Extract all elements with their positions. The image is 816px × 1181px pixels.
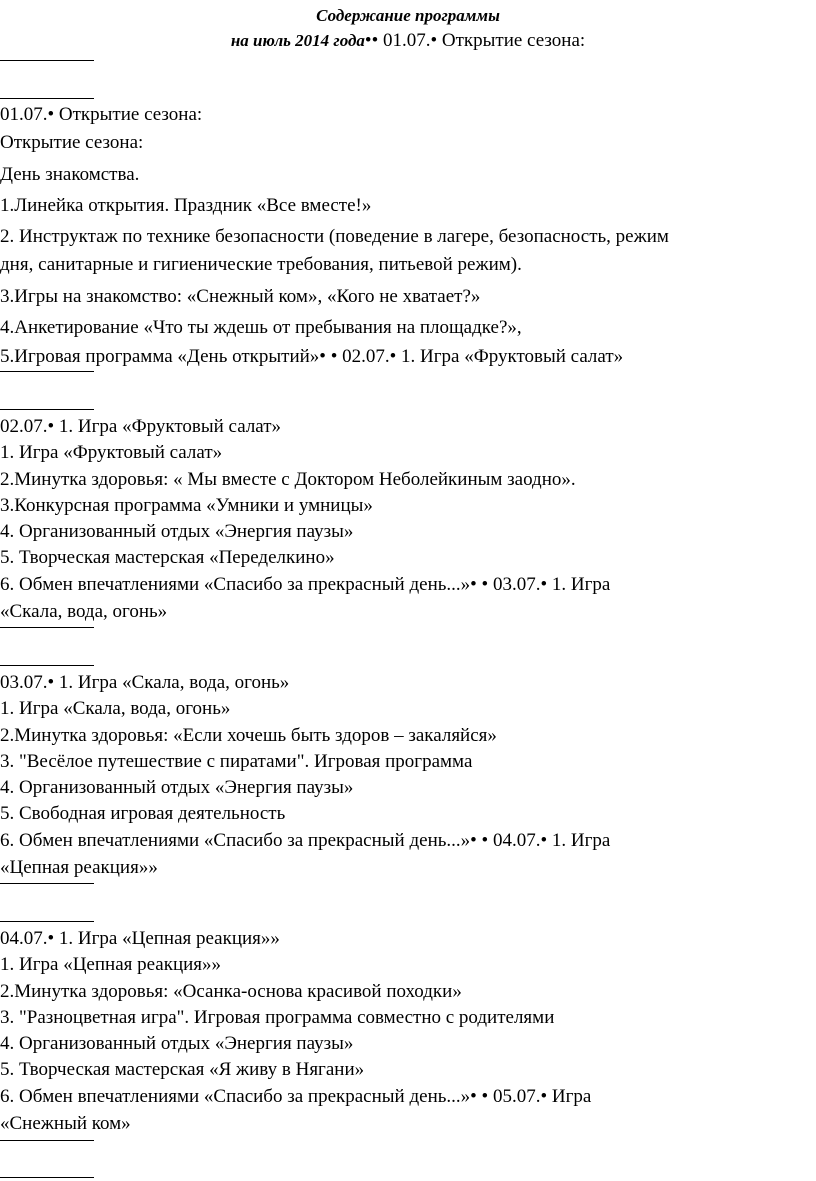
text-line: 02.07.• 1. Игра «Фруктовый салат» (0, 416, 282, 437)
section-divider (0, 627, 94, 628)
section-divider (0, 665, 94, 666)
text-line: 1.Линейка открытия. Праздник «Все вместе!» (0, 195, 372, 216)
text-line: День знакомства. (0, 164, 140, 185)
title-line-1: Содержание программы (316, 6, 500, 25)
text-line: 2.Минутка здоровья: « Мы вместе с Доктором Неболейкиным заодно». (0, 469, 576, 490)
text-line: 3. "Разноцветная игра". Игровая программа совместно с родителями (0, 1007, 555, 1028)
text-line: 5.Игровая программа «День открытий»• • 02.07.• 1. Игра «Фруктовый салат» (0, 346, 624, 367)
section-divider (0, 371, 94, 372)
text-line: 6. Обмен впечатлениями «Спасибо за прекрасный день...»• • 05.07.• Игра (0, 1086, 592, 1107)
text-line: 6. Обмен впечатлениями «Спасибо за прекрасный день...»• • 03.07.• 1. Игра (0, 574, 611, 595)
text-line: 3.Игры на знакомство: «Снежный ком», «Кого не хватает?» (0, 286, 481, 307)
text-line: 03.07.• 1. Игра «Скала, вода, огонь» (0, 672, 290, 693)
text-line: дня, санитарные и гигиенические требования, питьевой режим). (0, 254, 522, 275)
text-line: 1. Игра «Скала, вода, огонь» (0, 698, 231, 719)
title-month: на июль 2014 года (230, 31, 365, 50)
text-line: 04.07.• 1. Игра «Цепная реакция»» (0, 928, 280, 949)
text-line: «Снежный ком» (0, 1113, 131, 1134)
section-divider (0, 409, 94, 410)
text-line: 4.Анкетирование «Что ты ждешь от пребывания на площадке?», (0, 317, 522, 338)
text-line: 5. Творческая мастерская «Я живу в Нягани» (0, 1059, 365, 1080)
text-line: 3.Конкурсная программа «Умники и умницы» (0, 495, 373, 516)
text-line: 2.Минутка здоровья: «Если хочешь быть здоров – закаляйся» (0, 725, 497, 746)
title-line-2 (0, 31, 816, 51)
text-line: «Скала, вода, огонь» (0, 601, 168, 622)
text-line: 2. Инструктаж по технике безопасности (поведение в лагере, безопасность, режим (0, 226, 669, 247)
section-divider (0, 883, 94, 884)
text-line: 5. Свободная игровая деятельность (0, 803, 286, 824)
text-line: 01.07.• Открытие сезона: (0, 104, 203, 125)
text-line: 5. Творческая мастерская «Переделкино» (0, 547, 335, 568)
text-line: 3. "Весёлое путешествие с пиратами". Игровая программа (0, 751, 473, 772)
text-line: 1. Игра «Цепная реакция»» (0, 954, 222, 975)
title-first-entry: •• 01.07.• Открытие сезона: (364, 30, 586, 51)
text-line: 4. Организованный отдых «Энергия паузы» (0, 777, 354, 798)
text-line: 4. Организованный отдых «Энергия паузы» (0, 1033, 354, 1054)
text-line: Открытие сезона: (0, 132, 144, 153)
section-divider (0, 921, 94, 922)
text-line: 1. Игра «Фруктовый салат» (0, 442, 223, 463)
section-divider (0, 1140, 94, 1141)
text-line: 4. Организованный отдых «Энергия паузы» (0, 521, 354, 542)
text-line: «Цепная реакция»» (0, 857, 158, 878)
text-line: 6. Обмен впечатлениями «Спасибо за прекрасный день...»• • 04.07.• 1. Игра (0, 830, 611, 851)
section-divider (0, 98, 94, 99)
section-divider (0, 60, 94, 61)
section-divider (0, 1177, 94, 1178)
text-line: 2.Минутка здоровья: «Осанка-основа красивой походки» (0, 981, 462, 1002)
